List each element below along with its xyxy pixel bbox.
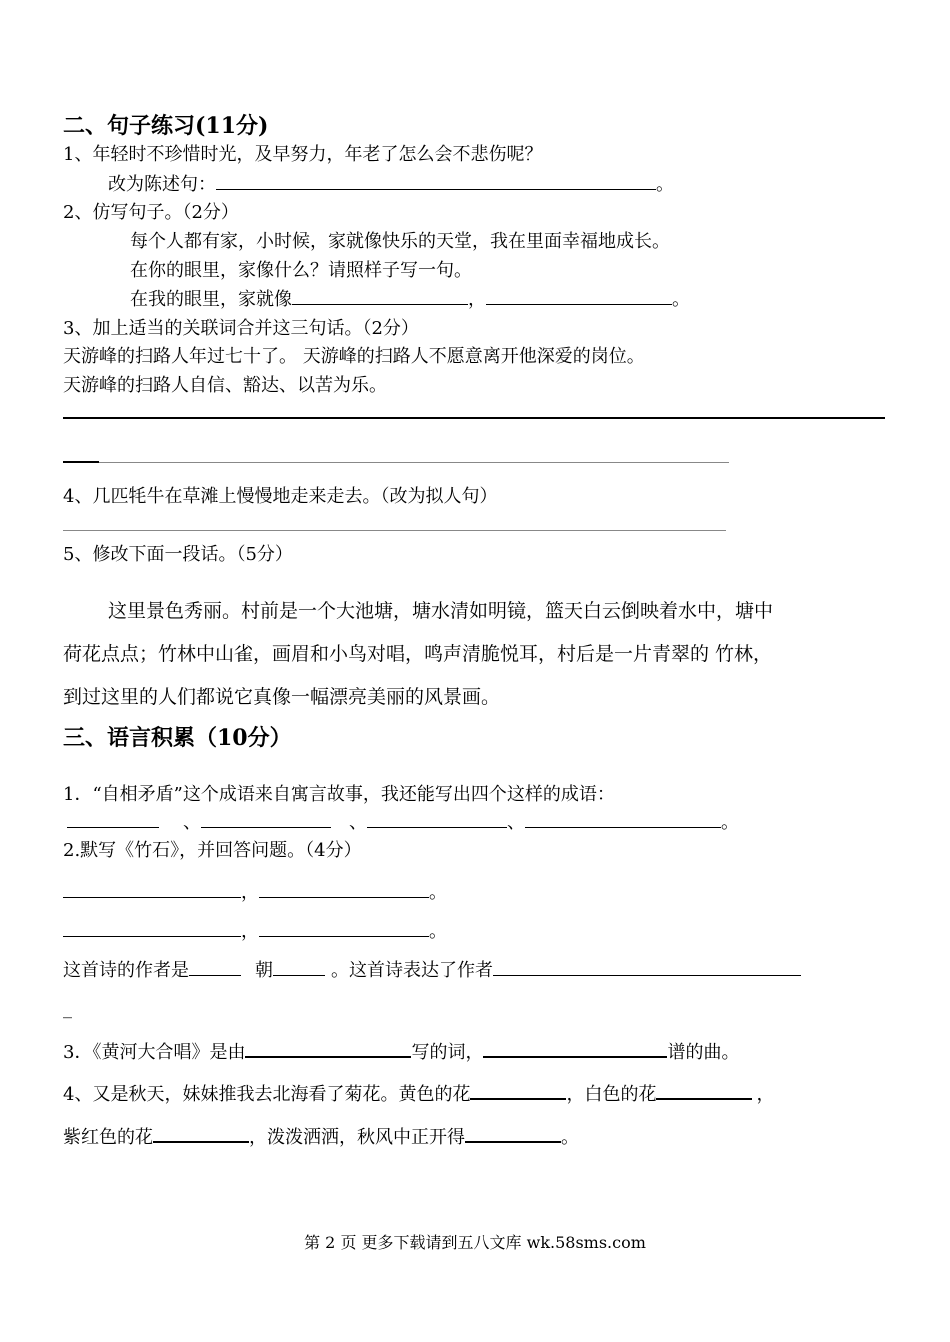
question-2-1-answer-row <box>108 170 674 196</box>
revise-paragraph-line-3: 到过这里的人们都说它真像一幅漂亮美丽的风景画。 <box>63 686 501 708</box>
punctuation: 、 <box>349 812 367 833</box>
question-3-2: 2.默写《竹石》，并回答问题。（4分） <box>63 840 362 861</box>
q4-white-flower: ，白色的花 <box>566 1084 657 1105</box>
answer-blank[interactable] <box>483 1038 667 1058</box>
dynasty-label: 朝 <box>255 960 273 981</box>
imitation-answer-row <box>130 285 690 311</box>
punctuation: ， <box>756 1084 775 1105</box>
punctuation: 。 <box>672 289 690 310</box>
imitation-question: 在你的眼里，家像什么？请照样子写一句。 <box>130 260 472 281</box>
rewrite-prompt: 改为陈述句： <box>108 174 216 195</box>
answer-blank[interactable] <box>465 1123 561 1143</box>
answer-line[interactable] <box>63 461 99 463</box>
question-2-3: 3、加上适当的关联词合并这三句话。（2分） <box>63 318 419 339</box>
revise-paragraph-line-2: 荷花点点；竹林中山雀，画眉和小鸟对唱，鸣声清脆悦耳，村后是一片青翠的 竹林， <box>63 643 773 665</box>
answer-blank[interactable] <box>189 957 241 976</box>
continuation-mark: _ <box>63 998 72 1019</box>
combine-sentence-1: 天游峰的扫路人年过七十了。 天游峰的扫路人不愿意离开他深爱的岗位。 <box>63 346 645 367</box>
answer-line[interactable] <box>63 530 726 531</box>
combine-sentence-2: 天游峰的扫路人自信、豁达、以苦为乐。 <box>63 375 387 396</box>
imitation-example: 每个人都有家，小时候，家就像快乐的天堂，我在里面幸福地成长。 <box>130 231 670 252</box>
q3-music: 谱的曲。 <box>667 1042 740 1063</box>
poem-author-row <box>63 956 801 982</box>
question-3-4 <box>63 1080 774 1106</box>
q4-prompt: 4、又是秋天，妹妹推我去北海看了菊花。黄色的花 <box>63 1084 471 1105</box>
q4-blooming: ，泼泼洒洒，秋风中正开得 <box>249 1127 465 1148</box>
answer-blank[interactable] <box>273 957 325 976</box>
q3-lyrics: 写的词， <box>411 1042 484 1063</box>
question-3-1: 1．“自相矛盾”这个成语来自寓言故事，我还能写出四个这样的成语： <box>63 784 615 805</box>
punctuation: 。 <box>721 812 739 833</box>
section-2-heading: 二、句子练习(11分) <box>63 113 269 139</box>
punctuation: 。 <box>429 921 447 942</box>
punctuation: ， <box>241 921 259 942</box>
punctuation: 。 <box>561 1127 579 1148</box>
idiom-answer-row <box>63 808 739 834</box>
sentence-start: 在我的眼里，家就像 <box>130 289 292 310</box>
answer-blank[interactable] <box>525 809 721 828</box>
question-2-1: 1、年轻时不珍惜时光，及早努力，年老了怎么会不悲伤呢？ <box>63 144 543 165</box>
punctuation: 。 <box>429 882 447 903</box>
answer-blank[interactable] <box>259 918 429 937</box>
question-2-2: 2、仿写句子。（2分） <box>63 202 239 223</box>
question-3-4-cont <box>63 1123 579 1149</box>
answer-blank[interactable] <box>470 1080 566 1100</box>
q4-purple-flower: 紫红色的花 <box>63 1127 153 1148</box>
punctuation: ， <box>241 882 259 903</box>
question-2-4: 4、几匹牦牛在草滩上慢慢地走来走去。（改为拟人句） <box>63 486 498 507</box>
answer-blank[interactable] <box>493 957 801 976</box>
section-3-heading: 三、语言积累（10分） <box>63 725 292 751</box>
page-footer: 第 2 页 更多下载请到五八文库 wk.58sms.com <box>304 1233 646 1252</box>
answer-blank[interactable] <box>153 1123 249 1143</box>
revise-paragraph-line-1: 这里景色秀丽。村前是一个大池塘，塘水清如明镜，篮天白云倒映着水中，塘中 <box>108 600 774 622</box>
poem-line-row-2 <box>63 917 447 943</box>
answer-blank[interactable] <box>67 809 159 828</box>
punctuation: 、 <box>183 812 201 833</box>
answer-blank[interactable] <box>367 809 507 828</box>
answer-blank[interactable] <box>292 286 468 305</box>
expression-prompt: 。这首诗表达了作者 <box>331 960 493 981</box>
answer-line[interactable] <box>99 462 729 463</box>
punctuation: 。 <box>656 174 674 195</box>
answer-line[interactable] <box>63 417 885 419</box>
answer-blank[interactable] <box>245 1038 411 1058</box>
answer-blank[interactable] <box>259 879 429 898</box>
question-3-3 <box>63 1038 739 1064</box>
answer-blank[interactable] <box>486 286 672 305</box>
punctuation: 、 <box>507 812 525 833</box>
q3-prompt: 3．《黄河大合唱》是由 <box>63 1042 246 1063</box>
question-2-5: 5、修改下面一段话。（5分） <box>63 544 293 565</box>
punctuation: ， <box>468 289 486 310</box>
poem-line-row-1 <box>63 878 447 904</box>
answer-blank[interactable] <box>63 918 241 937</box>
answer-blank[interactable] <box>63 879 241 898</box>
answer-blank[interactable] <box>656 1080 752 1100</box>
author-prompt: 这首诗的作者是 <box>63 960 189 981</box>
answer-blank[interactable] <box>216 171 656 190</box>
answer-blank[interactable] <box>201 809 331 828</box>
